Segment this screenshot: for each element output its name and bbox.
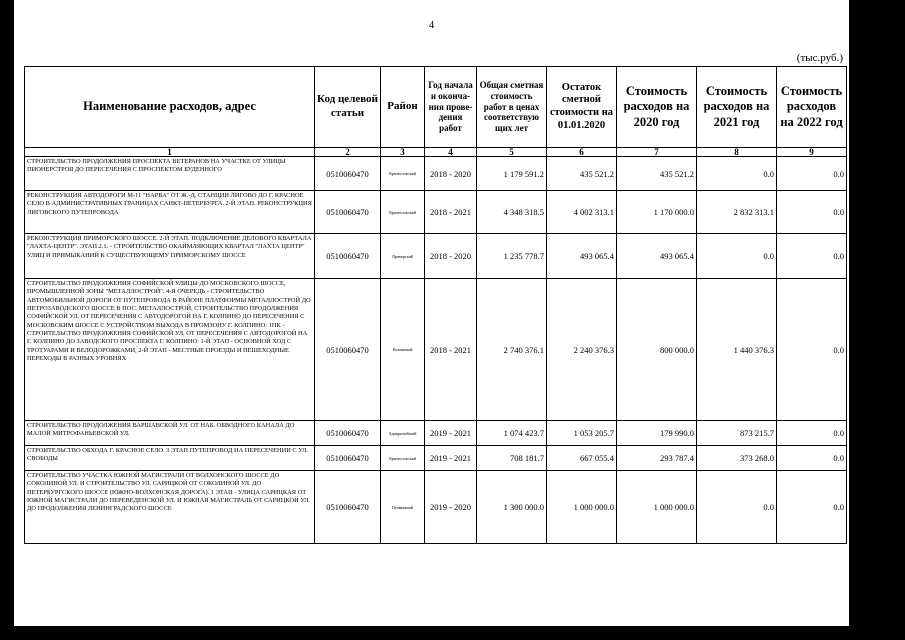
cost-2020: 293 787.4 xyxy=(617,446,697,471)
work-years: 2019 - 2021 xyxy=(425,446,477,471)
cost-2020: 435 521.2 xyxy=(617,157,697,191)
header-row xyxy=(25,67,847,148)
table-row xyxy=(25,157,847,191)
document-page xyxy=(14,0,849,626)
total-cost: 708 181.7 xyxy=(477,446,547,471)
cost-2021: 0.0 xyxy=(697,157,777,191)
cost-2022: 0.0 xyxy=(777,234,847,279)
column-number: 5 xyxy=(477,148,547,157)
table-row xyxy=(25,471,847,544)
target-code: 0510060470 xyxy=(315,191,381,234)
remainder-cost: 4 002 313.1 xyxy=(547,191,617,234)
remainder-cost: 435 521.2 xyxy=(547,157,617,191)
header-code: Код целевой статьи xyxy=(315,67,381,148)
work-years: 2019 - 2021 xyxy=(425,421,477,446)
header-2020: Стоимость расходов на 2020 год xyxy=(617,67,697,148)
remainder-cost: 493 065.4 xyxy=(547,234,617,279)
column-number: 8 xyxy=(697,148,777,157)
header-2021: Стоимость расходов на 2021 год xyxy=(697,67,777,148)
header-district: Район xyxy=(381,67,425,148)
expense-name: СТРОИТЕЛЬСТВО ОБХОДА Г. КРАСНОЕ СЕЛО. 3 ЭТАП ПУТЕПРОВОД НА ПЕРЕСЕЧЕНИИ С УЛ. СВОБОДЫ xyxy=(25,446,315,471)
expense-name: СТРОИТЕЛЬСТВО ПРОДОЛЖЕНИЯ СОФИЙСКОЙ УЛИЦЫ ДО МОСКОВСКОГО ШОССЕ, ПРОМЫШЛЕННОЙ ЗОНЫ "МЕТАЛЛОСТРОЙ". 4-Я ОЧЕРЕДЬ - СТРОИТЕЛЬСТВО АВТОМОБИЛЬНОЙ ДОРОГИ ОТ ПУТЕПРОВОДА В РАЙОНЕ ПЛАТФОРМЫ МЕТАЛЛОСТРОЙ ДО ПЕТРОЗАВОДСКОГО ШОССЕ В ПОС. МЕТАЛЛОСТРОЙ, СТРОИТЕЛЬСТВО ПРОДОЛЖЕНИЯ СОФИЙСКОЙ УЛ. ОТ ПЕРЕСЕЧЕНИЯ С АВТОДОРОГОЙ НА Г. КОЛПИНО ДО ПЕРЕСЕЧЕНИЯ С МОСКОВСКИМ ШОССЕ С УСТРОЙСТВОМ ВЫХОДА В ПРОМЗОНУ Г. КОЛПИНО: 1ПК - СТРОИТЕЛЬСТВО ПРОДОЛЖЕНИЯ СОФИЙСКОЙ УЛ. ОТ ПЕРЕСЕЧЕНИЯ С АВТОДОРОГОЙ НА Г. КОЛПИНО ДО ЗАВОДСКОГО ПРОСПЕКТА Г. КОЛПИНО: 1-Й ЭТАП - ОСНОВНОЙ ХОД С ТРОТУАРАМИ И ВЕЛОДОРОЖКАМИ, 2-Й ЭТАП - МЕСТНЫЕ ПРОЕЗДЫ И ПЕШЕХОДНЫЕ ПЕРЕХОДЫ В РАЗНЫХ УРОВНЯХ xyxy=(25,279,315,421)
district: Пушкинский xyxy=(381,471,425,544)
table-row xyxy=(25,234,847,279)
cost-2022: 0.0 xyxy=(777,471,847,544)
remainder-cost: 667 055.4 xyxy=(547,446,617,471)
expense-name: СТРОИТЕЛЬСТВО ПРОДОЛЖЕНИЯ ВАРШАВСКОЙ УЛ. ОТ НАБ. ОБВОДНОГО КАНАЛА ДО МАЛОЙ МИТРОФАНЬЕВСКОЙ УЛ. xyxy=(25,421,315,446)
column-number: 6 xyxy=(547,148,617,157)
column-number: 9 xyxy=(777,148,847,157)
column-number: 4 xyxy=(425,148,477,157)
total-cost: 1 074 423.7 xyxy=(477,421,547,446)
header-remainder: Остаток сметной стоимости на 01.01.2020 xyxy=(547,67,617,148)
work-years: 2018 - 2020 xyxy=(425,157,477,191)
table-row xyxy=(25,421,847,446)
header-years: Год начала и оконча-ния прове-дения работ xyxy=(425,67,477,148)
cost-2020: 1 170 000.0 xyxy=(617,191,697,234)
target-code: 0510060470 xyxy=(315,234,381,279)
table-row xyxy=(25,191,847,234)
district: Колпинский xyxy=(381,279,425,421)
district: Красносельский xyxy=(381,157,425,191)
column-number-row xyxy=(25,148,847,157)
cost-2022: 0.0 xyxy=(777,446,847,471)
district: Красносельский xyxy=(381,446,425,471)
table-row xyxy=(25,446,847,471)
target-code: 0510060470 xyxy=(315,279,381,421)
cost-2020: 1 000 000.0 xyxy=(617,471,697,544)
cost-2022: 0.0 xyxy=(777,279,847,421)
total-cost: 4 348 318.5 xyxy=(477,191,547,234)
header-2022: Стоимость расходов на 2022 год xyxy=(777,67,847,148)
expenses-table xyxy=(24,66,847,544)
cost-2020: 493 065.4 xyxy=(617,234,697,279)
district: Красносельский xyxy=(381,191,425,234)
header-name: Наименование расходов, адрес xyxy=(25,67,315,148)
header-total-cost: Общая сметная стоимость работ в ценах соответствую щих лет xyxy=(477,67,547,148)
remainder-cost: 2 240 376.3 xyxy=(547,279,617,421)
cost-2021: 2 832 313.1 xyxy=(697,191,777,234)
page-number: 4 xyxy=(428,19,435,31)
expense-name: СТРОИТЕЛЬСТВО ПРОДОЛЖЕНИЯ ПРОСПЕКТА ВЕТЕРАНОВ НА УЧАСТКЕ ОТ УЛИЦЫ ПИОНЕРСТРОЯ ДО ПЕРЕСЕЧЕНИЯ С ПРОСПЕКТОМ БУДЕННОГО xyxy=(25,157,315,191)
expense-name: РЕКОНСТРУКЦИЯ ПРИМОРСКОГО ШОССЕ. 2-Й ЭТАП. ПОДКЛЮЧЕНИЕ ДЕЛОВОГО КВАРТАЛА "ЛАХТА-ЦЕНТР". ЭТАП 2.1. - СТРОИТЕЛЬСТВО ОКАЙМЛЯЮЩИХ КВАРТАЛ "ЛАХТА ЦЕНТР" УЛИЦ И ПРИМЫКАНИЙ К СУЩЕСТВУЮЩЕМУ ПРИМОРСКОМУ ШОССЕ xyxy=(25,234,315,279)
target-code: 0510060470 xyxy=(315,157,381,191)
column-number: 3 xyxy=(381,148,425,157)
district: Приморский xyxy=(381,234,425,279)
target-code: 0510060470 xyxy=(315,471,381,544)
cost-2020: 179 990.0 xyxy=(617,421,697,446)
work-years: 2018 - 2021 xyxy=(425,279,477,421)
cost-2021: 873 215.7 xyxy=(697,421,777,446)
work-years: 2018 - 2021 xyxy=(425,191,477,234)
cost-2022: 0.0 xyxy=(777,421,847,446)
column-number: 2 xyxy=(315,148,381,157)
expense-name: РЕКОНСТРУКЦИЯ АВТОДОРОГИ М-11 "НАРВА" ОТ Ж.-Д. СТАНЦИИ ЛИГОВО ДО Г. КРАСНОЕ СЕЛО В АДМИНИСТРАТИВНЫХ ГРАНИЦАХ САНКТ-ПЕТЕРБУРГА. 2-Й ЭТАП. РЕКОНСТРУКЦИЯ ЛИГОВСКОГО ПУТЕПРОВОДА xyxy=(25,191,315,234)
total-cost: 1 235 778.7 xyxy=(477,234,547,279)
total-cost: 1 300 000.0 xyxy=(477,471,547,544)
remainder-cost: 1 053 205.7 xyxy=(547,421,617,446)
cost-2021: 0.0 xyxy=(697,234,777,279)
cost-2021: 0.0 xyxy=(697,471,777,544)
work-years: 2018 - 2020 xyxy=(425,234,477,279)
cost-2022: 0.0 xyxy=(777,191,847,234)
table-row xyxy=(25,279,847,421)
target-code: 0510060470 xyxy=(315,446,381,471)
cost-2021: 1 440 376.3 xyxy=(697,279,777,421)
column-number: 7 xyxy=(617,148,697,157)
total-cost: 2 740 376.1 xyxy=(477,279,547,421)
target-code: 0510060470 xyxy=(315,421,381,446)
cost-2022: 0.0 xyxy=(777,157,847,191)
column-number: 1 xyxy=(25,148,315,157)
unit-label: (тыс.руб.) xyxy=(796,52,843,64)
cost-2021: 373 268.0 xyxy=(697,446,777,471)
cost-2020: 800 000.0 xyxy=(617,279,697,421)
district: Адмиралтейский xyxy=(381,421,425,446)
remainder-cost: 1 000 000.0 xyxy=(547,471,617,544)
expense-name: СТРОИТЕЛЬСТВО УЧАСТКА ЮЖНОЙ МАГИСТРАЛИ ОТ ВОЛХОНСКОГО ШОССЕ ДО СОКОЛИНОЙ УЛ. И СТРОИТЕЛЬСТВО УЛ. САРИЦКОЙ ОТ СОКОЛИНОЙ УЛ. ДО ПЕТЕРБУРГСКОГО ШОССЕ (ЮЖНО-ВОЛХОНСКАЯ ДОРОГА). 1 ЭТАП - УЛИЦА САРИЦКАЯ ОТ ЮЖНОЙ МАГИСТРАЛИ ДО ПЕРЕВЕДЕНСКОЙ УЛ. И ЮЖНАЯ МАГИСТРАЛЬ ОТ САРИЦКОЙ УЛ. ДО ПРОДОЛЖЕНИЯ ЛЕНИНГРАДСКОГО ШОССЕ xyxy=(25,471,315,544)
work-years: 2019 - 2020 xyxy=(425,471,477,544)
total-cost: 1 179 591.2 xyxy=(477,157,547,191)
